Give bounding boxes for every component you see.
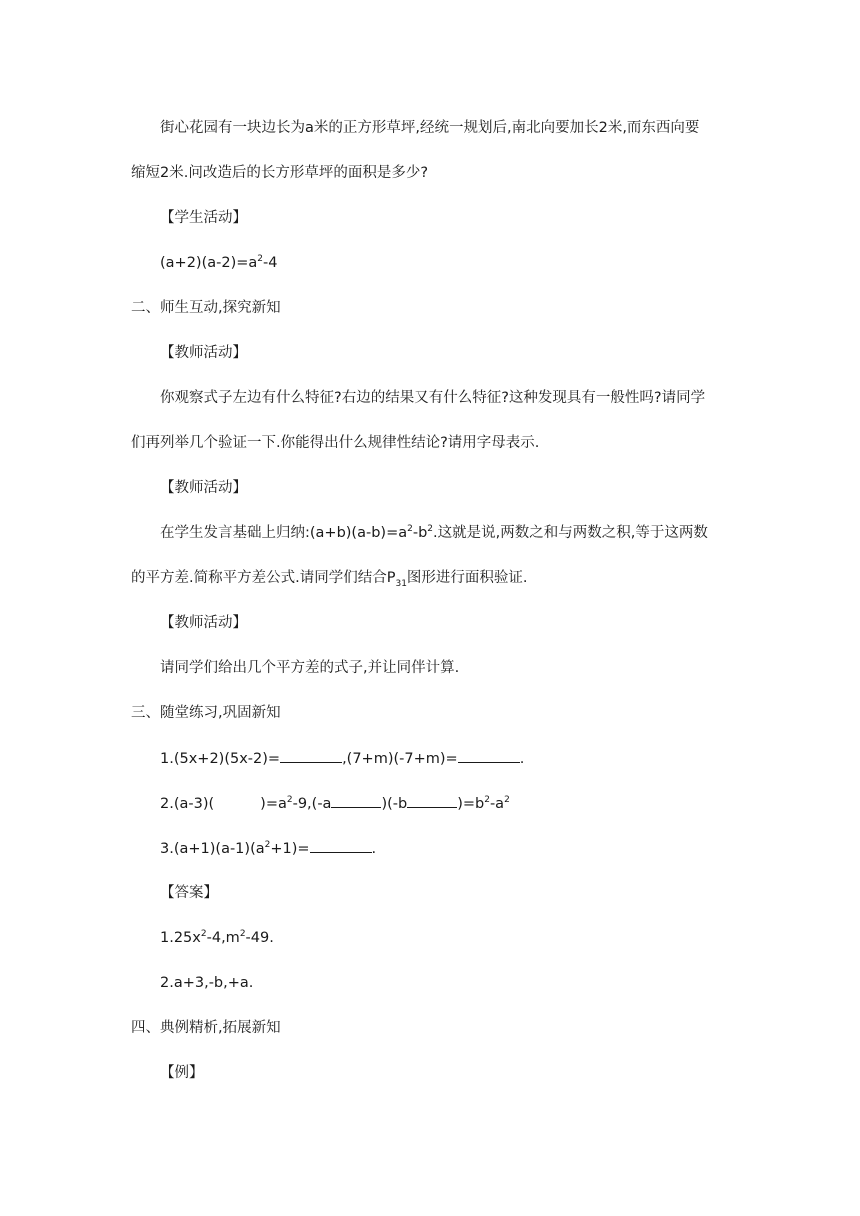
formula-paragraph-line-1: 在学生发言基础上归纳$:(a+b)(a-b)=a^2-b^2$.这就是说,两数之和与两数之积,等于这两数 xyxy=(160,524,708,541)
section-heading-2: 二、师生互动,探究新知 xyxy=(131,300,281,316)
teacher-paragraph-3: 请同学们给出几个平方差的式子,并让同伴计算. xyxy=(160,660,460,676)
example-label: 【例】 xyxy=(160,1065,204,1081)
formula-paragraph-line-2: 的平方差.简称平方差公式.请同学们结合$P_{31}$图形进行面积验证. xyxy=(131,570,528,589)
teacher-paragraph-1-line-2: 们再列举几个验证一下.你能得出什么规律性结论?请用字母表示. xyxy=(131,435,540,451)
section-heading-4: 四、典例精析,拓展新知 xyxy=(131,1020,281,1036)
answer-blank xyxy=(280,748,342,763)
answer-blank xyxy=(458,748,520,763)
exercise-2: 2.(a-3)( )$=a^2-9,(-a$ )(-b )$=b^2-a^2$ xyxy=(160,795,510,812)
answer-1: $1.25x^2-4,m^2-49$. xyxy=(160,929,274,946)
student-activity-label: 【学生活动】 xyxy=(160,210,247,226)
exercise-3: $3.(a+1)(a-1)(a^2+1)=$ . xyxy=(160,840,377,857)
answer-blank xyxy=(407,793,457,808)
section-heading-3: 三、随堂练习,巩固新知 xyxy=(131,705,281,721)
teacher-activity-label-1: 【教师活动】 xyxy=(160,345,247,361)
answer-label: 【答案】 xyxy=(160,885,218,901)
equation-1: $(a+2)(a-2)=a^2-4$ xyxy=(160,254,278,271)
answer-blank xyxy=(331,793,381,808)
teacher-activity-label-2: 【教师活动】 xyxy=(160,480,247,496)
answer-2: 2.a+3,-b,+a. xyxy=(160,975,254,991)
exercise-1: 1.(5x+2)(5x-2)= ,(7+m)(-7+m)= . xyxy=(160,748,524,769)
teacher-paragraph-1-line-1: 你观察式子左边有什么特征?右边的结果又有什么特征?这种发现具有一般性吗?请同学 xyxy=(160,390,706,406)
teacher-activity-label-3: 【教师活动】 xyxy=(160,615,247,631)
problem-line-2: 缩短2米.问改造后的长方形草坪的面积是多少? xyxy=(131,165,429,181)
answer-blank xyxy=(310,838,372,853)
problem-line-1: 街心花园有一块边长为a米的正方形草坪,经统一规划后,南北向要加长2米,而东西向要 xyxy=(160,120,700,136)
